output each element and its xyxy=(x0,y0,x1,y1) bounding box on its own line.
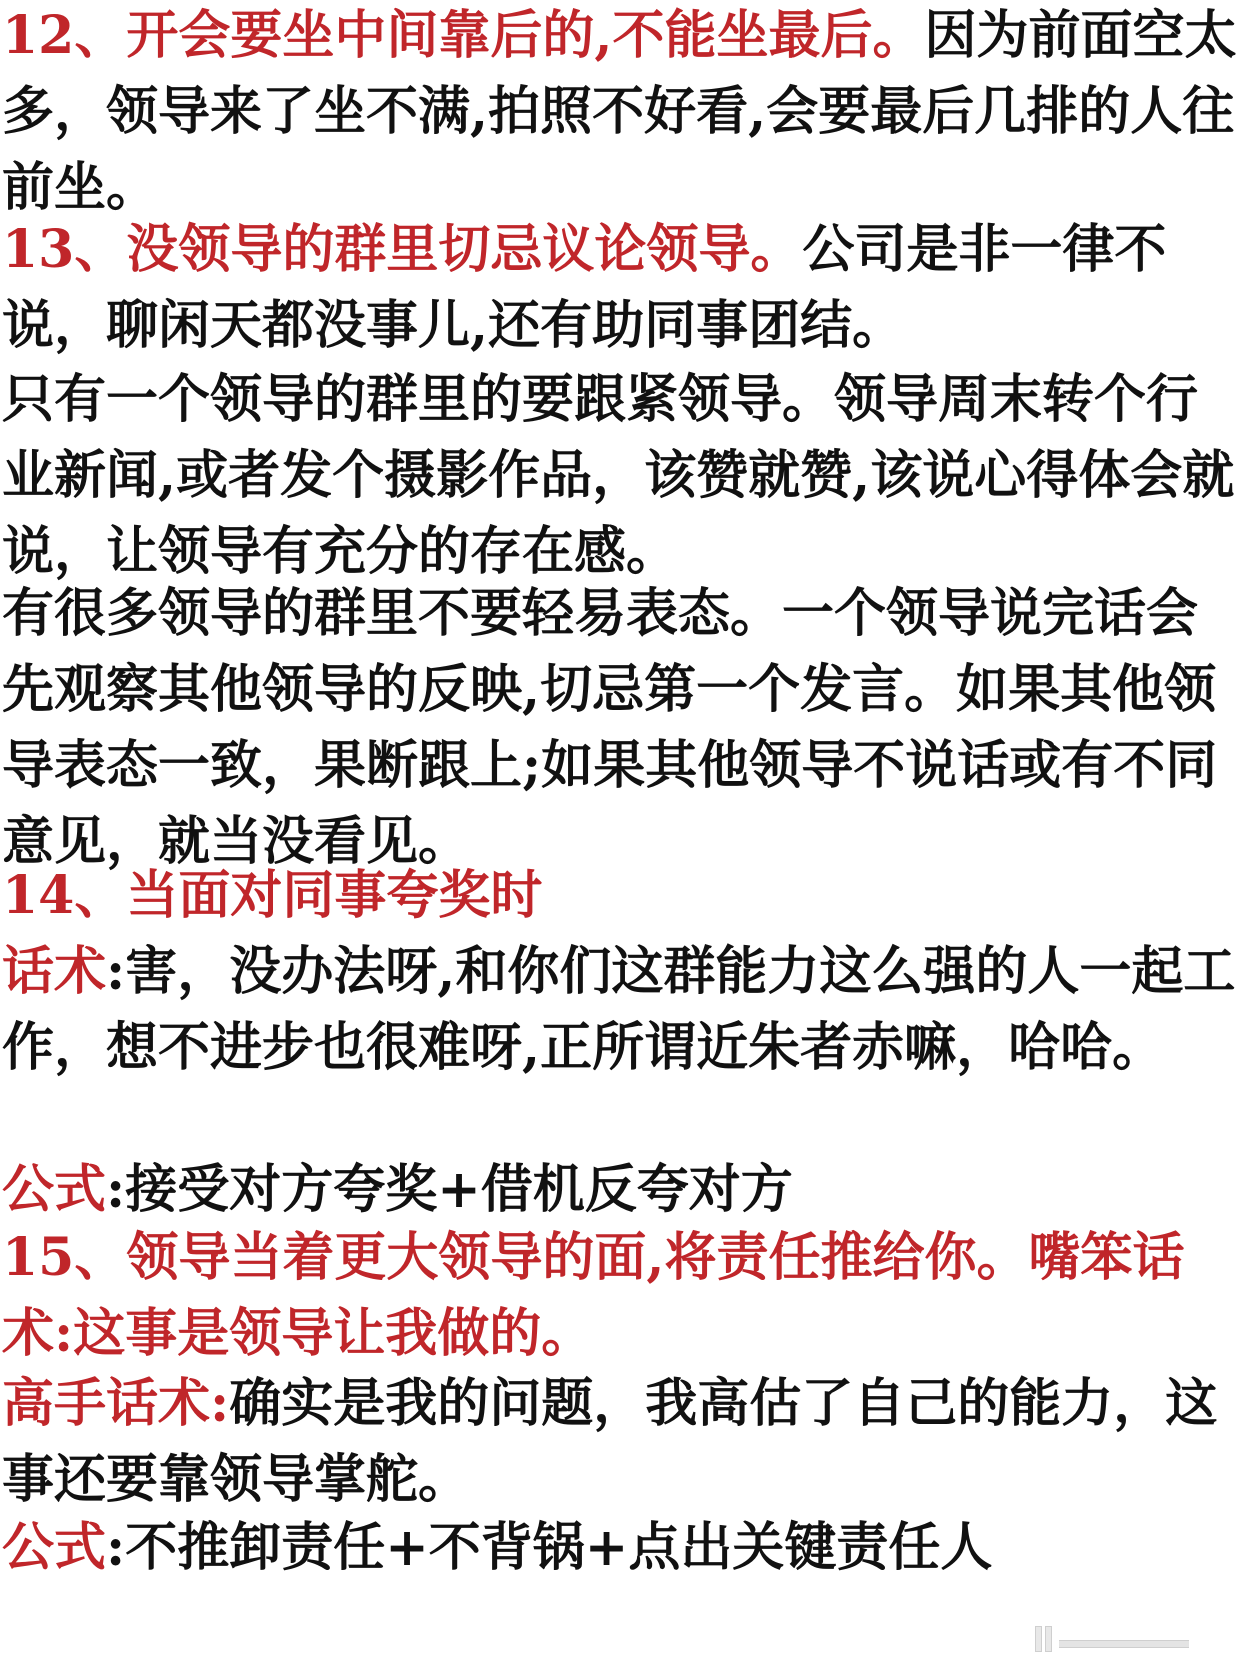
section-15-heading: 15、领导当着更大领导的面,将责任推给你。嘴笨话术:这事是领导让我做的。 xyxy=(2,1227,1185,1364)
section-14-paragraph xyxy=(2,858,1242,934)
section-14-formula-paragraph xyxy=(2,1152,1242,1228)
multi-leader-group-paragraph xyxy=(2,576,1242,880)
section-14-script-paragraph xyxy=(2,934,1242,1086)
section-12-body: 因为前面空太多，领导来了坐不满,拍照不好看,会要最后几排的人往前坐。 xyxy=(2,5,1237,218)
section-14-formula-label: 公式 xyxy=(2,1159,107,1220)
section-12-paragraph xyxy=(2,0,1242,226)
section-12-heading: 12、开会要坐中间靠后的,不能坐最后。 xyxy=(2,5,925,66)
multi-leader-group-body: 有很多领导的群里不要轻易表态。一个领导说完话会先观察其他领导的反映,切忌第一个发言。如果其他领导表态一致，果断跟上;如果其他领导不说话或有不同意见，就当没看见。 xyxy=(2,583,1218,872)
section-15-formula-body: :不推卸责任+不背锅+点出关键责任人 xyxy=(106,1517,993,1578)
section-13-body: 公司是非一律不说，聊闲天都没事儿,还有助同事团结。 xyxy=(2,219,1167,356)
section-13-heading: 13、没领导的群里切忌议论领导。 xyxy=(2,219,803,280)
watermark-mark xyxy=(1035,1592,1235,1652)
section-15-expert-paragraph xyxy=(2,1366,1242,1518)
section-15-formula-paragraph xyxy=(2,1510,1242,1586)
section-14-script-label: 话术 xyxy=(2,941,107,1002)
single-leader-group-paragraph xyxy=(2,362,1242,590)
section-15-expert-body: 确实是我的问题，我高估了自己的能力，这事还要靠领导掌舵。 xyxy=(2,1373,1218,1510)
single-leader-group-body: 只有一个领导的群里的要跟紧领导。领导周末转个行业新闻,或者发个摄影作品，该赞就赞,该说心得体会就说，让领导有充分的存在感。 xyxy=(2,369,1235,582)
section-15-expert-label: 高手话术: xyxy=(2,1373,230,1434)
watermark-bar-icon xyxy=(1045,1626,1052,1652)
section-14-formula-body: :接受对方夸奖+借机反夸对方 xyxy=(106,1159,793,1220)
section-14-script-body: :害，没办法呀,和你们这群能力这么强的人一起工作，想不进步也很难呀,正所谓近朱者赤嘛，哈哈。 xyxy=(2,941,1236,1078)
watermark-line-icon xyxy=(1059,1640,1189,1648)
section-13-paragraph xyxy=(2,212,1242,364)
section-15-formula-label: 公式 xyxy=(2,1517,107,1578)
section-14-heading: 14、当面对同事夸奖时 xyxy=(2,865,543,926)
watermark-bar-icon xyxy=(1035,1626,1042,1652)
section-15-paragraph xyxy=(2,1220,1242,1372)
